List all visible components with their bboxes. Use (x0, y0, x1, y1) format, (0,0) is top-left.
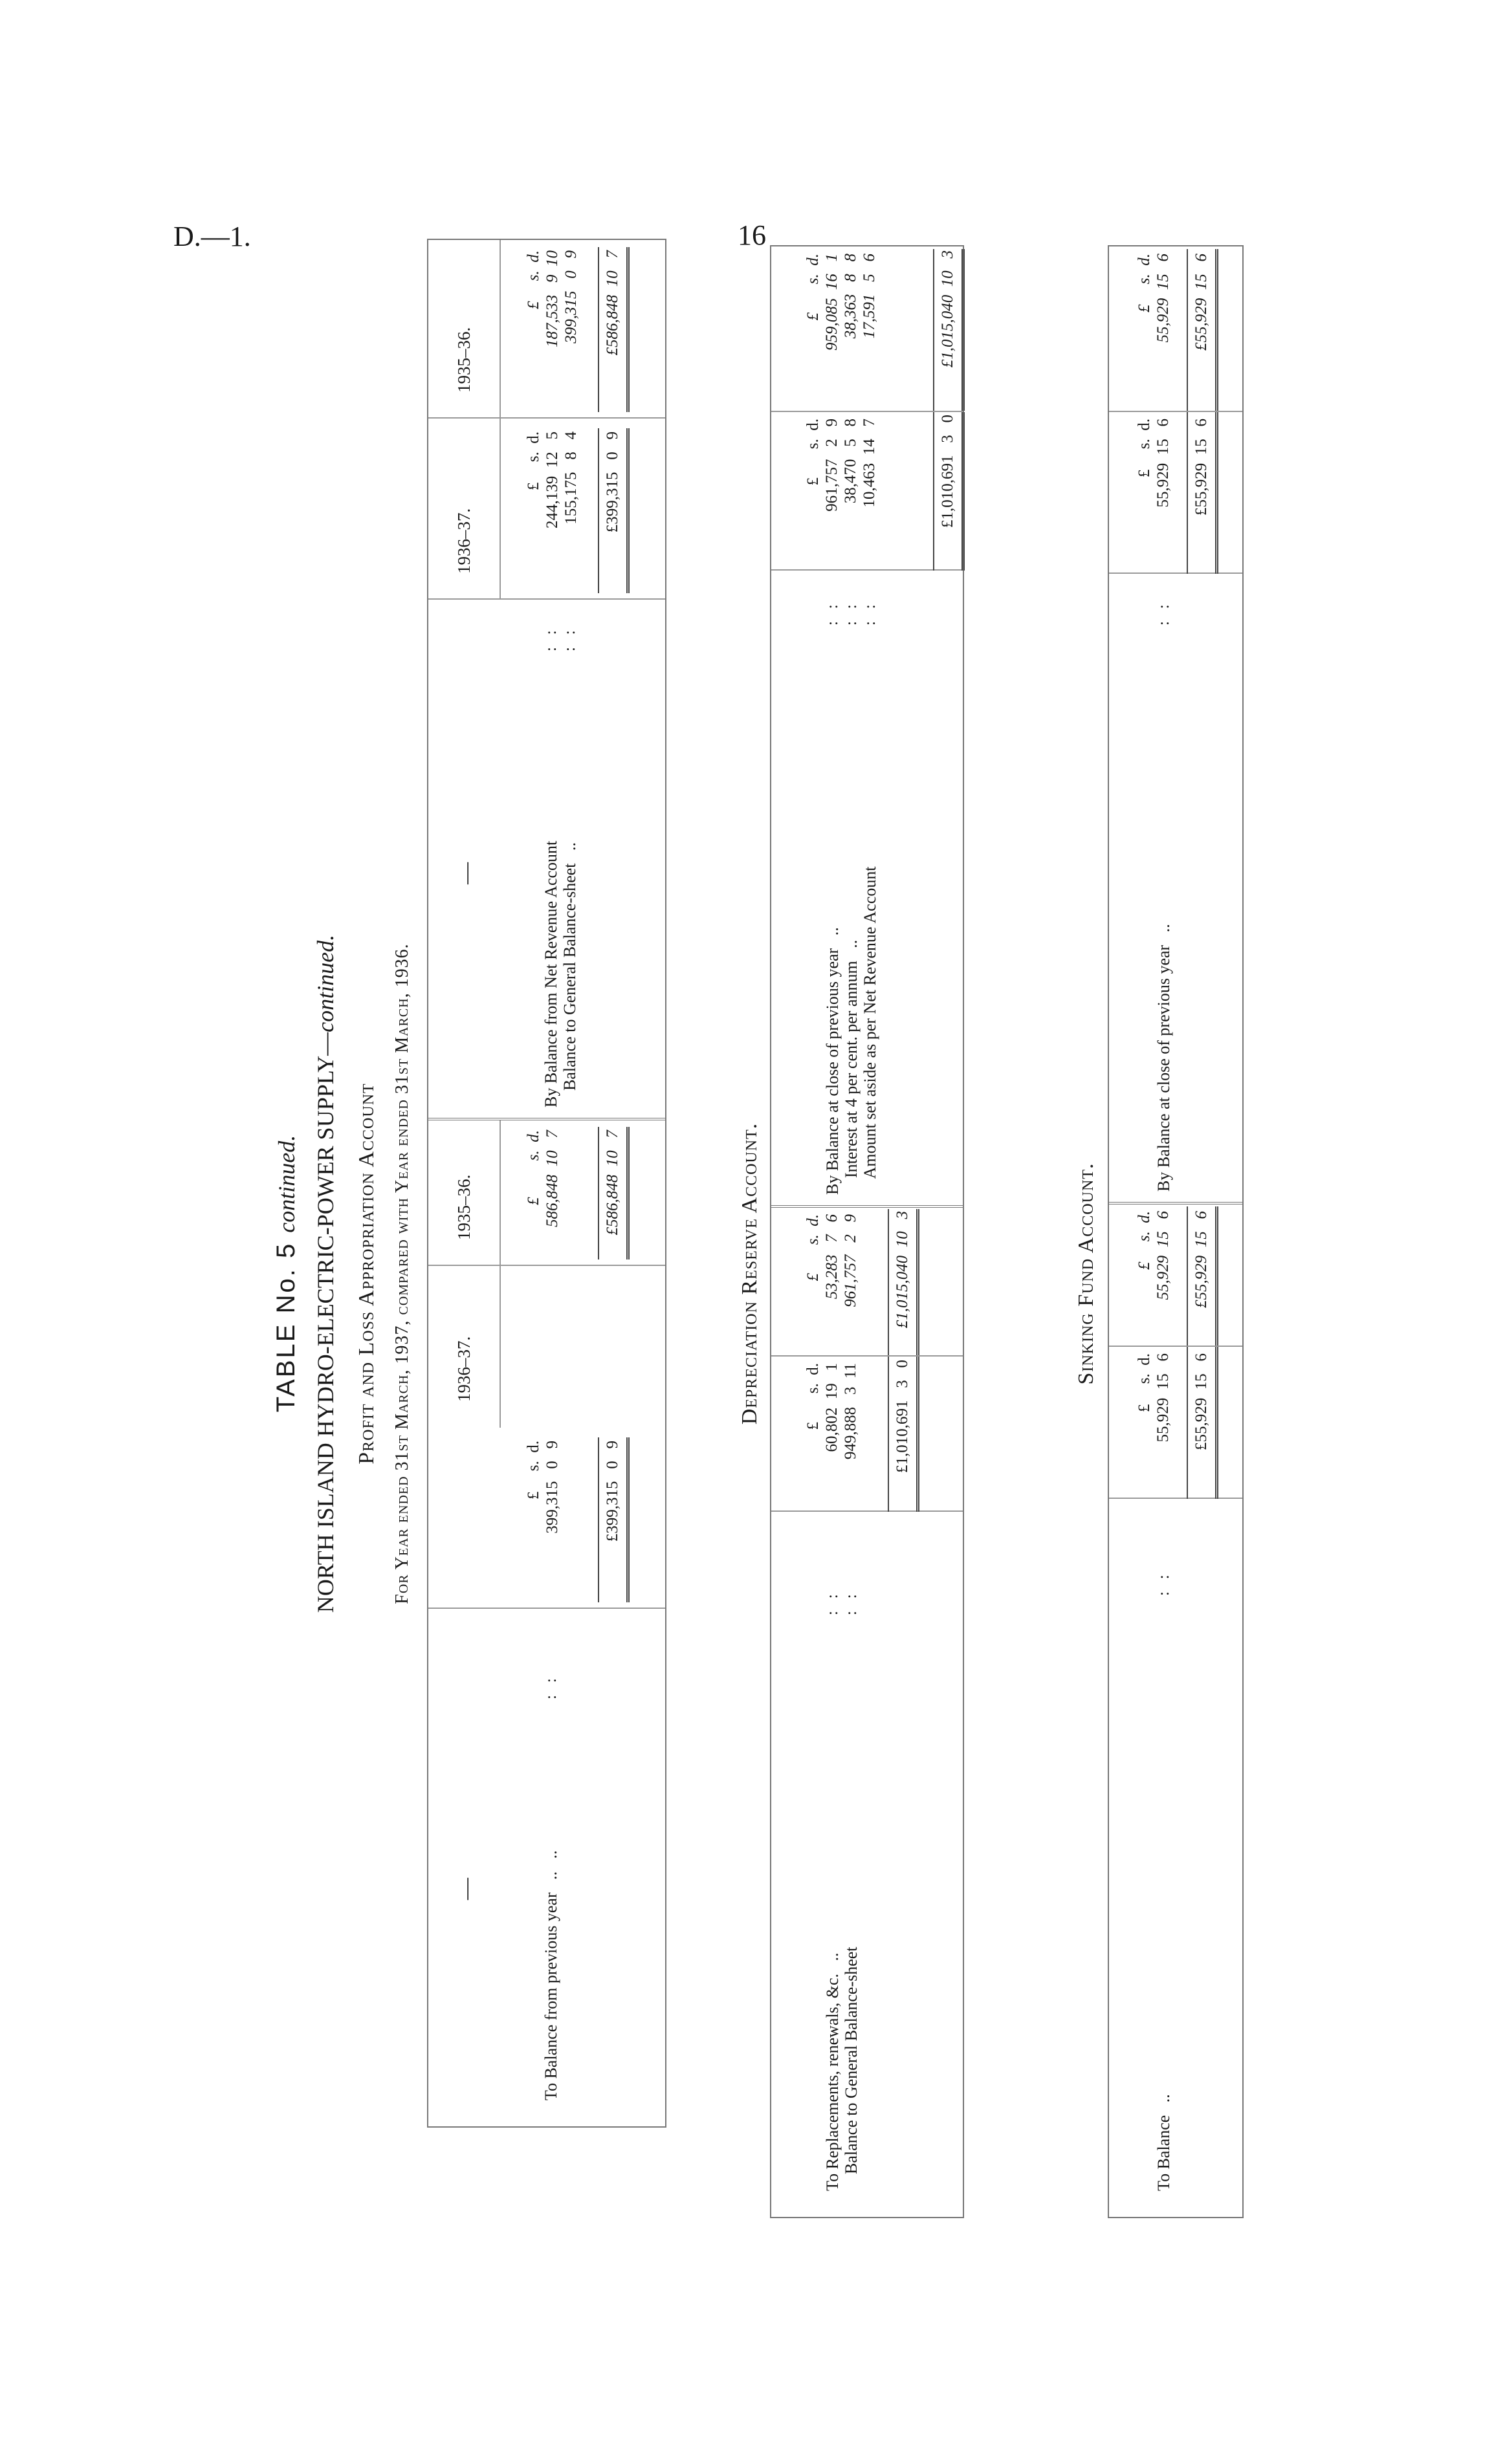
dep-col-divider (771, 1205, 963, 1208)
supply-title-main: NORTH ISLAND HYDRO-ELECTRIC-POWER SUPPLY— (313, 1032, 338, 1613)
pl-col-divider (428, 1608, 665, 1609)
pl-header-rule (500, 1120, 501, 1428)
dep-debit-total-1937: £1,010,691 3 0 (894, 1360, 911, 1473)
dep-debit-total-1936: £1,015,040 10 3 (894, 1211, 911, 1329)
sf-credit-dots: : : (1155, 604, 1172, 626)
table-title (272, 1047, 301, 1500)
table-title-suffix: continued. (274, 1135, 300, 1233)
dep-col-divider (771, 1510, 963, 1512)
document-code: D.—1. (173, 221, 251, 252)
dep-debit-1936: £ s. d. 53,283 7 6 961,757 2 9 (804, 1214, 859, 1307)
dep-debit-lines: To Replacements, renewals, &c. .. Balance to General Balance-sheet (823, 1946, 861, 2191)
pl-year-1936-right: 1935–36. (454, 327, 474, 393)
supply-title-suffix: continued. (313, 934, 338, 1032)
sf-col-divider (1109, 1498, 1242, 1499)
sf-debit-lines: To Balance .. (1154, 2094, 1173, 2191)
depreciation-title: Depreciation Reserve Account. (738, 1122, 762, 1425)
page-number: 16 (738, 219, 766, 251)
pl-debit-1936: £ s. d. 586,848 10 7 (525, 1130, 561, 1227)
pl-col-divider (428, 417, 665, 419)
depreciation-table (770, 245, 964, 2218)
dep-credit-lines: By Balance at close of previous year .. Interest at 4 per cent. per annum .. Amount set aside as per Net Revenue Account (823, 866, 879, 1195)
sf-credit-total-1936: £55,929 15 6 (1192, 254, 1210, 351)
pl-right-dash: — (454, 862, 478, 884)
dep-credit-total-1936: £1,015,040 10 3 (939, 250, 956, 368)
pl-year-1936-left: 1935–36. (454, 1174, 474, 1240)
dep-col-divider (771, 1355, 963, 1357)
pl-credit-total-1936: £586,848 10 7 (604, 250, 621, 356)
pl-col-divider (428, 1118, 665, 1120)
dep-credit-1937: £ s. d. 961,757 2 9 38,470 5 8 10,463 14 7 (804, 419, 878, 512)
pl-credit-total-1937: £399,315 0 9 (604, 431, 621, 533)
sf-debit-dots: : : (1155, 1575, 1172, 1596)
dep-credit-1936: £ s. d. 959,085 16 1 38,363 8 8 17,591 5 6 (804, 254, 878, 351)
pl-header-rule (500, 240, 501, 600)
pl-debit-lines: To Balance from previous year .. .. (542, 1850, 560, 2100)
sf-debit-total-1937: £55,929 15 6 (1192, 1353, 1210, 1450)
sf-col-divider (1109, 411, 1242, 412)
sf-debit-1936: £ s. d. 55,929 15 6 (1136, 1211, 1172, 1300)
sf-credit-1937: £ s. d. 55,929 15 6 (1136, 419, 1172, 508)
sinking-title: Sinking Fund Account. (1074, 1162, 1098, 1385)
profit-loss-table (427, 239, 666, 2128)
pl-year-1937-left: 1936–37. (454, 1336, 474, 1402)
sf-credit-1936: £ s. d. 55,929 15 6 (1136, 254, 1172, 343)
sf-col-divider (1109, 1202, 1242, 1205)
sf-debit-total-1936: £55,929 15 6 (1192, 1211, 1210, 1308)
sf-col-divider (1109, 1346, 1242, 1347)
pl-credit-1936: £ s. d. 187,533 9 10 399,315 0 9 (525, 250, 580, 347)
pl-credit-1937: £ s. d. 244,139 12 5 155,175 8 4 (525, 431, 580, 529)
profit-loss-title: Profit and Loss Appropriation Account (355, 1083, 379, 1465)
dep-credit-dots: : : : : : : (824, 604, 879, 626)
pl-debit-total-1937: £399,315 0 9 (604, 1441, 621, 1542)
pl-col-divider (428, 598, 665, 600)
profit-loss-subtitle: For Year ended 31st March, 1937, compared with Year ended 31st March, 1936. (392, 943, 412, 1604)
pl-year-1937-right: 1936–37. (454, 508, 474, 574)
pl-credit-dots: : : : : (542, 630, 578, 651)
pl-debit-1937: £ s. d. 399,315 0 9 (525, 1441, 561, 1534)
dep-debit-dots: : : : : (824, 1594, 860, 1615)
pl-col-divider (428, 1265, 665, 1266)
table-title-main: TABLE No. 5 (272, 1241, 300, 1413)
pl-debit-dots: : : (542, 1678, 560, 1699)
dep-debit-1937: £ s. d. 60,802 19 1 949,888 3 11 (804, 1363, 859, 1460)
sf-credit-total-1937: £55,929 15 6 (1192, 419, 1210, 516)
pl-credit-lines: By Balance from Net Revenue Account Balance to General Balance-sheet .. (542, 840, 579, 1107)
pl-debit-total-1936: £586,848 10 7 (604, 1130, 621, 1236)
sf-col-divider (1109, 572, 1242, 574)
sf-credit-lines: By Balance at close of previous year .. (1154, 924, 1173, 1192)
dep-credit-total-1937: £1,010,691 3 0 (939, 415, 956, 528)
pl-left-dash: — (454, 1878, 478, 1900)
sinking-table (1108, 245, 1244, 2218)
supply-title (312, 853, 339, 1694)
sf-debit-1937: £ s. d. 55,929 15 6 (1136, 1353, 1172, 1443)
